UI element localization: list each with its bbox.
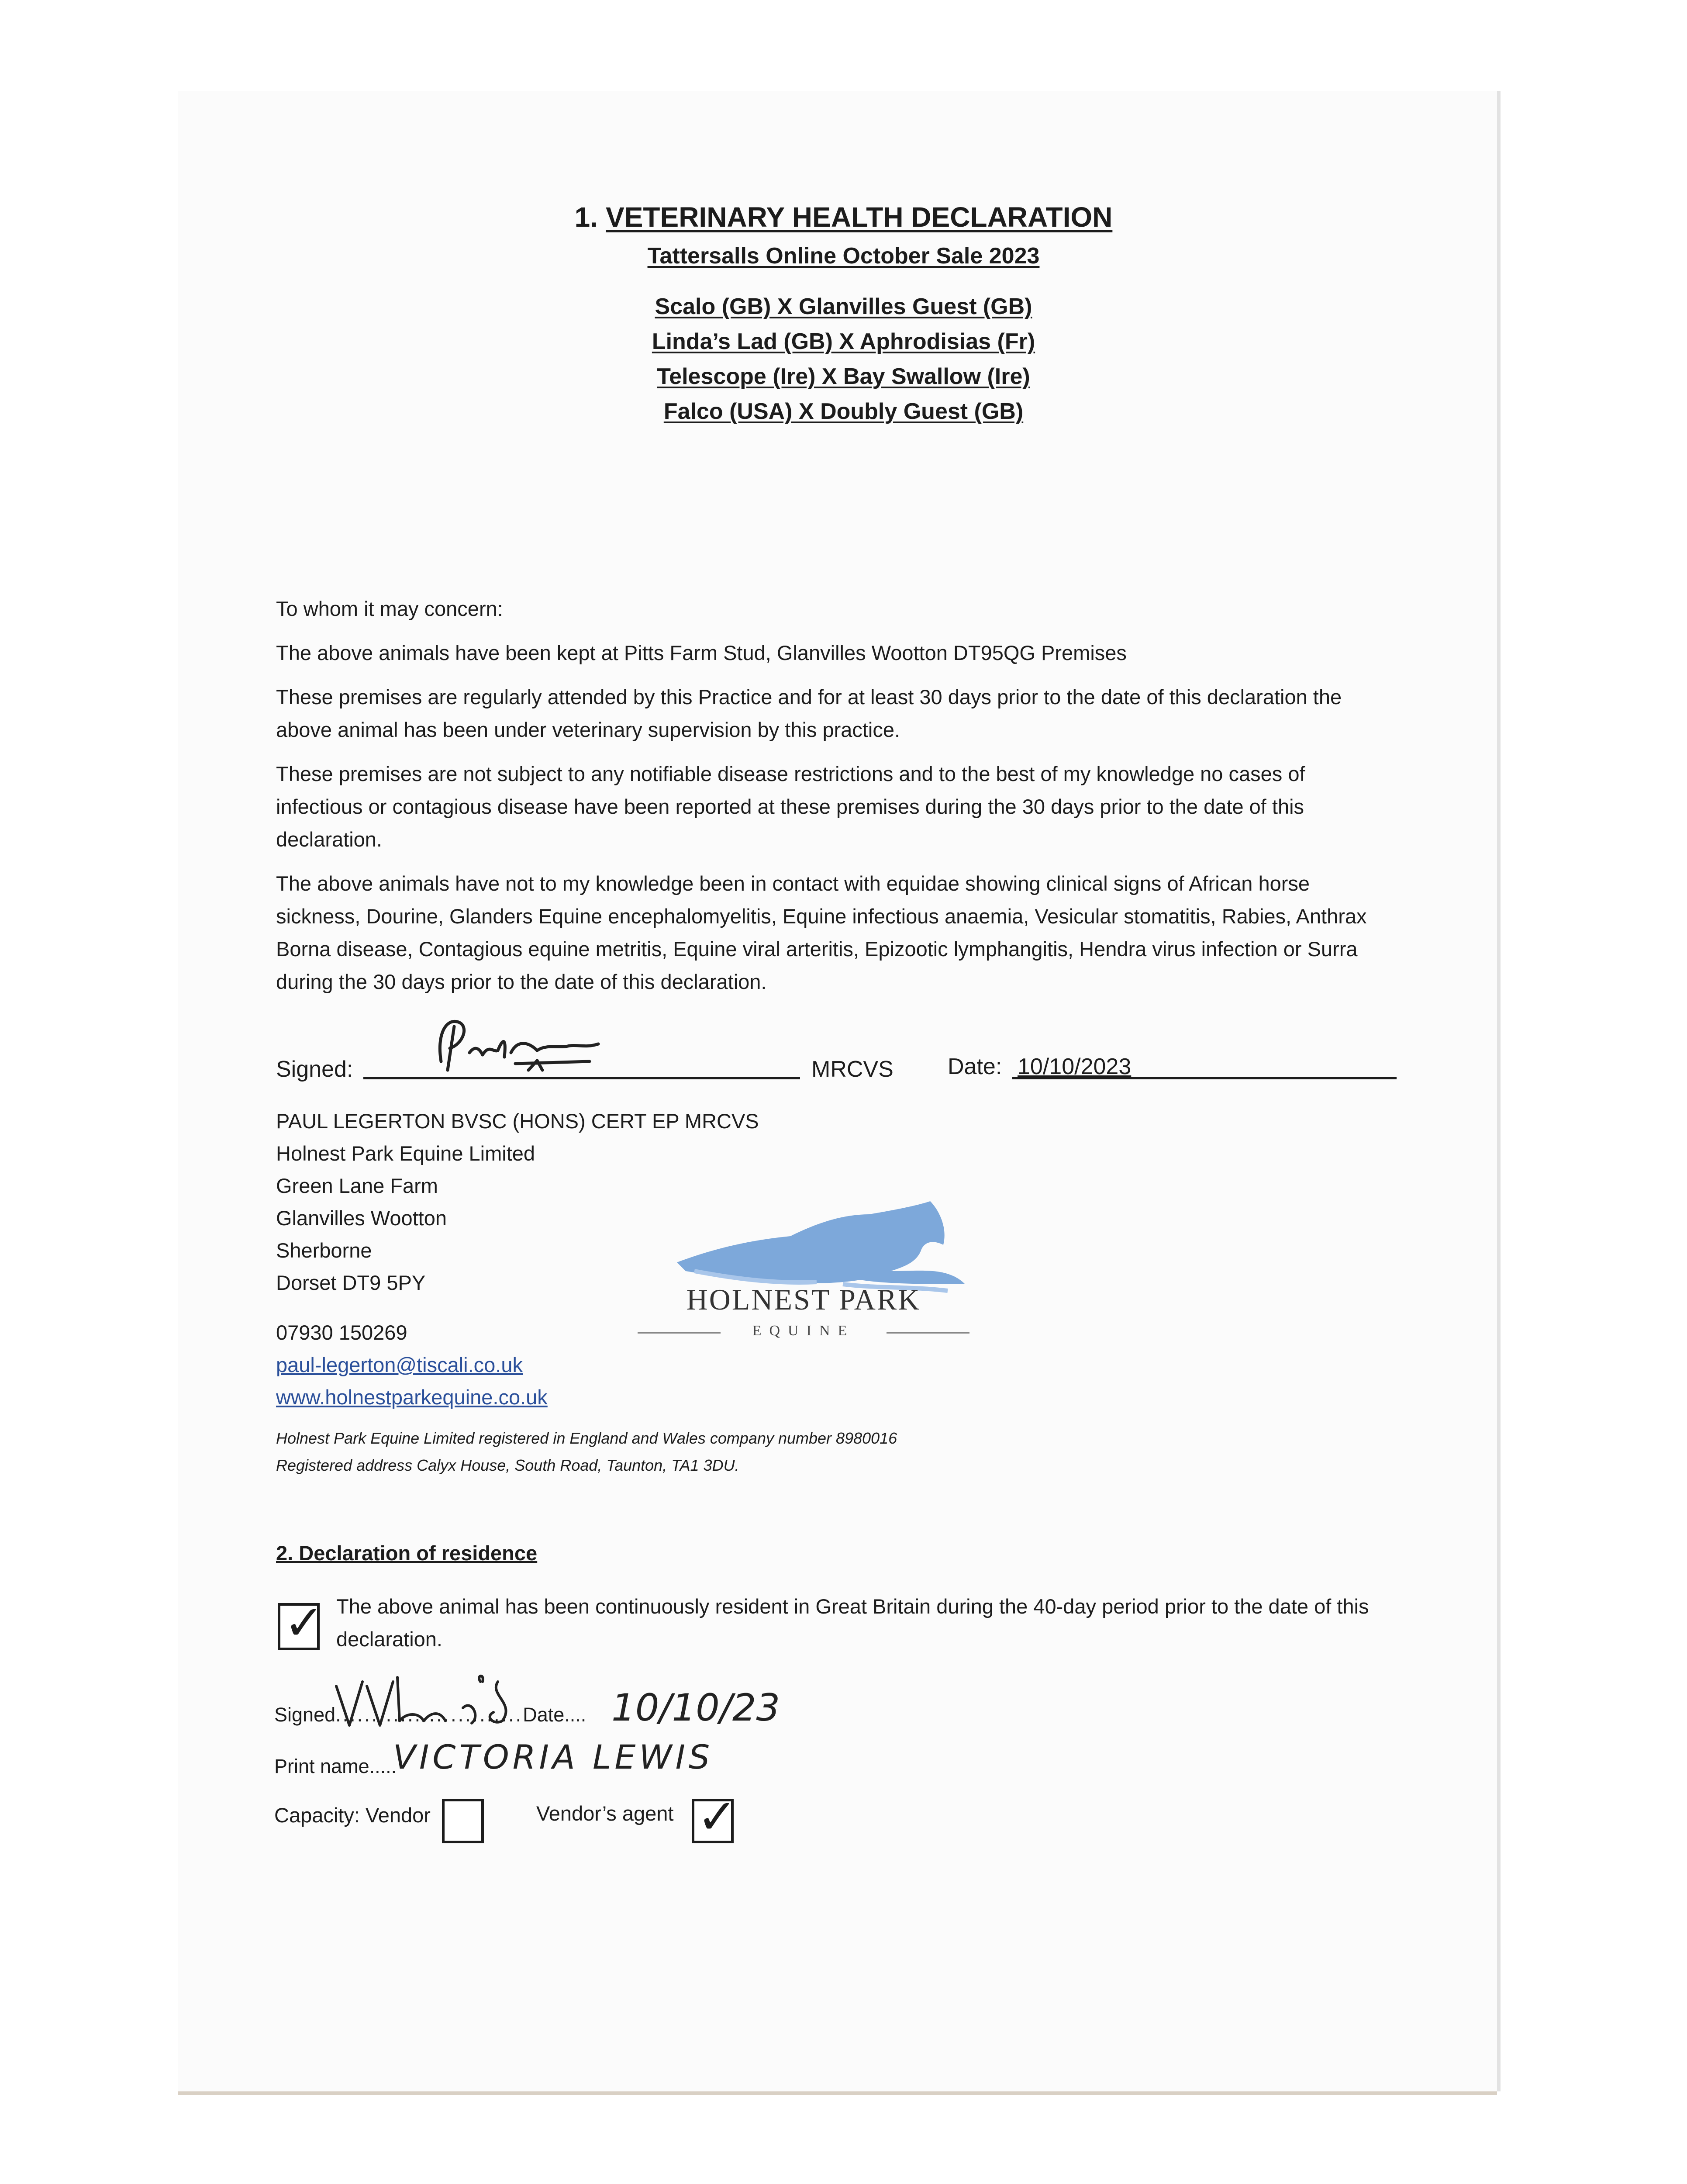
logo-sub: EQUINE [752, 1323, 855, 1339]
logo-rule-left [638, 1332, 721, 1334]
salutation: To whom it may concern: [276, 597, 503, 620]
address-line: Sherborne [276, 1239, 372, 1262]
holnest-park-logo [629, 1197, 978, 1345]
vet-name: PAUL LEGERTON BVSC (HONS) CERT EP MRCVS [276, 1109, 759, 1133]
horse-line: Scalo (GB) X Glanvilles Guest (GB) [655, 294, 1032, 319]
registration-line: Registered address Calyx House, South Road, Taunton, TA1 3DU. [276, 1456, 739, 1474]
paragraph-supervision: These premises are regularly attended by this Practice and for at least 30 days prior to the date of this declaration the above animal has been under veterinary supervision by this practice. [276, 685, 1342, 741]
logo-name: HOLNEST PARK [686, 1283, 921, 1316]
website-link[interactable]: www.holnestparkequine.co.uk [276, 1386, 548, 1409]
mrcvs-label: MRCVS [811, 1057, 894, 1082]
vet-signed-label: Signed: [276, 1057, 353, 1082]
capacity-vendor-label: Capacity: Vendor [274, 1804, 431, 1827]
email-link[interactable]: paul-legerton@tiscali.co.uk [276, 1353, 523, 1376]
horse-line: Telescope (Ire) X Bay Swallow (Ire) [657, 364, 1030, 389]
residence-tick: ✓ [284, 1595, 324, 1651]
residence-date-label: Date [523, 1704, 565, 1726]
company-name: Holnest Park Equine Limited [276, 1142, 535, 1165]
print-name-label: Print name [274, 1755, 369, 1777]
address-line: Glanvilles Wootton [276, 1206, 447, 1230]
vet-date-label: Date: [948, 1054, 1002, 1079]
vendor-agent-label: Vendor’s agent [536, 1802, 674, 1825]
residence-signed-label: Signed [274, 1704, 336, 1726]
title-block [0, 201, 1687, 233]
horse-line: Falco (USA) X Doubly Guest (GB) [663, 399, 1024, 424]
paragraph-restrictions: These premises are not subject to any notifiable disease restrictions and to the best of my knowledge no cases of infectious or contagious disease have been reported at these premises during the 30 days prior to the date of this declaration. [276, 762, 1305, 851]
registration-line: Holnest Park Equine Limited registered in England and Wales company number 8980016 [276, 1429, 897, 1447]
residence-date-value: 10/10/23 [611, 1686, 780, 1730]
residence-heading: 2. Declaration of residence [276, 1541, 538, 1565]
title-text: VETERINARY HEALTH DECLARATION [606, 201, 1113, 233]
address-line: Dorset DT9 5PY [276, 1271, 426, 1294]
residence-signed-row: Signed..........................Date.... [274, 1704, 586, 1726]
registration-note [276, 1425, 897, 1479]
logo-rule-right [887, 1332, 969, 1334]
paper-sheet [178, 91, 1497, 2091]
vendor-checkbox[interactable] [442, 1799, 484, 1843]
vet-date-value: 10/10/2023 [1018, 1054, 1132, 1079]
vet-date-line [1012, 1077, 1397, 1079]
print-name-value: VICTORIA LEWIS [393, 1738, 714, 1776]
sale-subtitle: Tattersalls Online October Sale 2023 [647, 243, 1040, 269]
page-title [0, 201, 1687, 233]
declaration-body [276, 592, 1394, 1009]
section-number: 1. [574, 201, 598, 233]
horse-line: Linda’s Lad (GB) X Aphrodisias (Fr) [652, 329, 1035, 354]
print-name-row: Print name..... [274, 1755, 397, 1777]
vet-signature-image [428, 1009, 611, 1083]
residence-signature-image [332, 1669, 542, 1734]
vendor-agent-tick: ✓ [697, 1789, 738, 1845]
paragraph-contact: The above animals have not to my knowledge been in contact with equidae showing clinical signs of African horse sickness, Dourine, Glanders Equine encephalomyelitis, Equine infectious anaemia, Vesicular stomatitis, Rabies, Anthrax Borna disease, Contagious equine metritis, Equine viral arteritis, Epizootic lymphangitis, Hendra virus infection or Surra during the 30 days prior to the date of this declaration. [276, 872, 1367, 993]
paragraph-premises: The above animals have been kept at Pitts Farm Stud, Glanvilles Wootton DT95QG Premises [276, 641, 1127, 664]
phone-number: 07930 150269 [276, 1321, 407, 1344]
address-line: Green Lane Farm [276, 1174, 438, 1197]
residence-statement: The above animal has been continuously resident in Great Britain during the 40-day period prior to the date of this declaration. [336, 1595, 1369, 1651]
